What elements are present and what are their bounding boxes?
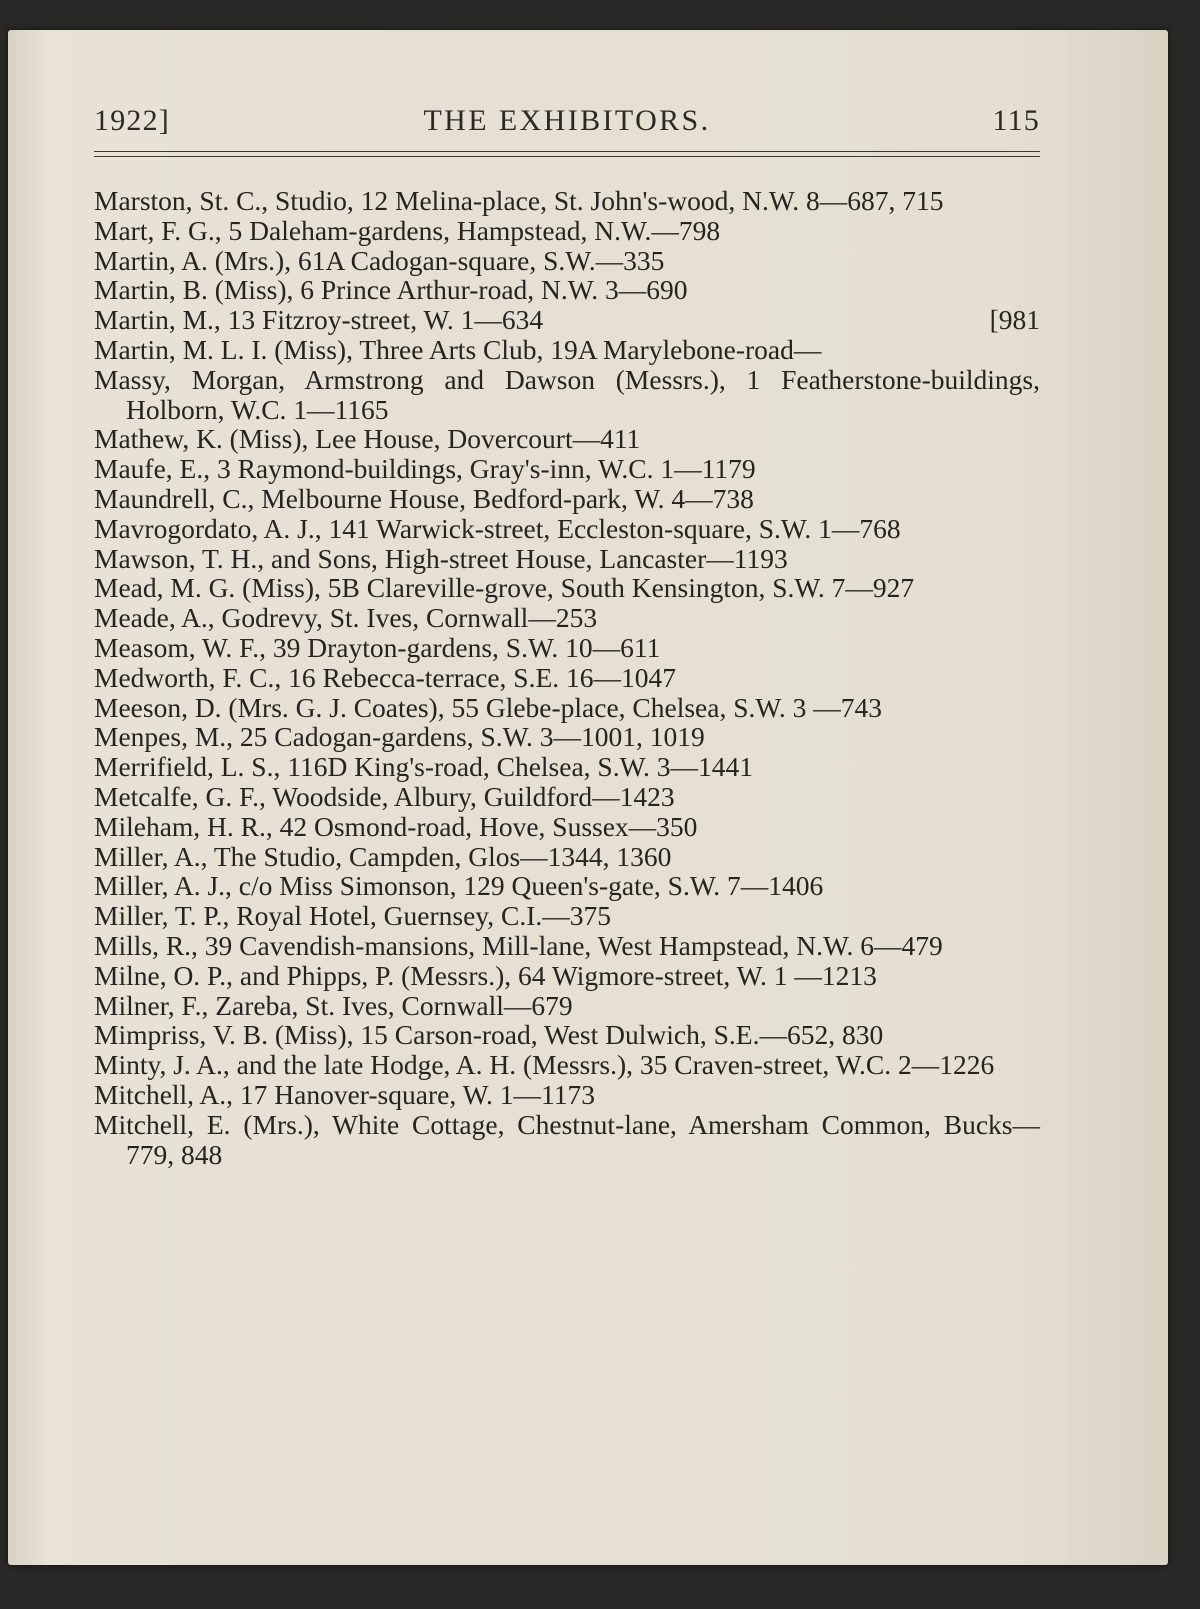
exhibitor-entry	[94, 1020, 1040, 1050]
entry-text: Marston, St. C., Studio, 12 Melina-place, St. John's-wood, N.W. 8—687, 715	[94, 185, 944, 216]
header-year: 1922]	[94, 104, 170, 137]
entry-text: Measom, W. F., 39 Drayton-gardens, S.W. 10—611	[94, 631, 661, 663]
entry-text: Mills, R., 39 Cavendish-mansions, Mill-lane, West Hampstead, N.W. 6—479	[94, 929, 943, 961]
entry-text: Martin, A. (Mrs.), 61A Cadogan-square, S.W.—335	[94, 244, 665, 276]
exhibitor-entry	[94, 484, 1040, 514]
running-header	[94, 104, 1040, 144]
entry-text: Minty, J. A., and the late Hodge, A. H. (Messrs.), 35 Craven-street, W.C. 2—1226	[94, 1049, 995, 1081]
exhibitor-entry	[94, 663, 1040, 693]
entry-text: Mimpriss, V. B. (Miss), 15 Carson-road, West Dulwich, S.E.—652, 830	[94, 1019, 884, 1051]
entry-text: Miller, A. J., c/o Miss Simonson, 129 Queen's-gate, S.W. 7—1406	[94, 870, 824, 902]
entry-text: Massy, Morgan, Armstrong and Dawson (Messrs.), 1 Featherstone-buildings, Holborn, W.C. 1—1165	[94, 363, 1040, 425]
entry-text: Milner, F., Zareba, St. Ives, Cornwall—679	[94, 989, 573, 1021]
exhibitor-entry	[94, 544, 1040, 574]
entry-text: Meade, A., Godrevy, St. Ives, Cornwall—253	[94, 602, 598, 634]
header-rule-top	[94, 151, 1040, 152]
entry-text: Mitchell, E. (Mrs.), White Cottage, Chestnut-lane, Amersham Common, Bucks—779, 848	[94, 1108, 1040, 1170]
entry-text: Maundrell, C., Melbourne House, Bedford-park, W. 4—738	[94, 482, 754, 514]
header-page-number: 115	[992, 104, 1040, 137]
exhibitor-entry	[94, 365, 1040, 425]
header-rule-bottom	[94, 156, 1040, 157]
entry-text: Milne, O. P., and Phipps, P. (Messrs.), 64 Wigmore-street, W. 1 —1213	[94, 959, 877, 991]
exhibitor-entry	[94, 514, 1040, 544]
exhibitor-entry	[94, 931, 1040, 961]
exhibitor-entry	[94, 573, 1040, 603]
entry-text: Mathew, K. (Miss), Lee House, Dovercourt—411	[94, 423, 641, 455]
exhibitor-entry	[94, 812, 1040, 842]
entry-text: Merrifield, L. S., 116D King's-road, Chelsea, S.W. 3—1441	[94, 751, 754, 783]
book-page	[8, 30, 1168, 1565]
entry-text: Martin, M. L. I. (Miss), Three Arts Club, 19A Marylebone-road—	[94, 333, 822, 365]
entry-text: Martin, M., 13 Fitzroy-street, W. 1—634	[94, 304, 544, 336]
exhibitor-entry	[94, 961, 1040, 991]
entry-text: Miller, T. P., Royal Hotel, Guernsey, C.I.—375	[94, 900, 612, 932]
exhibitor-entry	[94, 186, 1040, 216]
exhibitor-entry	[94, 693, 1040, 723]
entry-text: Menpes, M., 25 Cadogan-gardens, S.W. 3—1001, 1019	[94, 721, 705, 753]
exhibitor-entry	[94, 722, 1040, 752]
exhibitor-entry	[94, 275, 1040, 305]
exhibitor-entry	[94, 305, 1040, 335]
header-title: THE EXHIBITORS.	[423, 104, 711, 137]
exhibitor-entry	[94, 1050, 1040, 1080]
exhibitor-list	[94, 186, 1040, 1169]
entry-text: Martin, B. (Miss), 6 Prince Arthur-road, N.W. 3—690	[94, 274, 688, 306]
entry-tail: [981	[989, 304, 1040, 336]
exhibitor-entry	[94, 603, 1040, 633]
entry-text: Meeson, D. (Mrs. G. J. Coates), 55 Glebe-place, Chelsea, S.W. 3 —743	[94, 691, 882, 723]
exhibitor-entry	[94, 1080, 1040, 1110]
entry-text: Mavrogordato, A. J., 141 Warwick-street, Eccleston-square, S.W. 1—768	[94, 512, 901, 544]
exhibitor-entry	[94, 782, 1040, 812]
exhibitor-entry	[94, 216, 1040, 246]
entry-text: Mitchell, A., 17 Hanover-square, W. 1—1173	[94, 1078, 595, 1110]
exhibitor-entry	[94, 1110, 1040, 1170]
entry-text: Mart, F. G., 5 Daleham-gardens, Hampstead, N.W.—798	[94, 214, 721, 246]
exhibitor-entry	[94, 424, 1040, 454]
exhibitor-entry	[94, 633, 1040, 663]
entry-text: Mawson, T. H., and Sons, High-street House, Lancaster—1193	[94, 542, 788, 574]
exhibitor-entry	[94, 454, 1040, 484]
entry-text: Miller, A., The Studio, Campden, Glos—1344, 1360	[94, 840, 672, 872]
exhibitor-entry	[94, 246, 1040, 276]
exhibitor-entry	[94, 991, 1040, 1021]
exhibitor-entry	[94, 871, 1040, 901]
exhibitor-entry	[94, 752, 1040, 782]
entry-text: Metcalfe, G. F., Woodside, Albury, Guildford—1423	[94, 780, 675, 812]
exhibitor-entry	[94, 842, 1040, 872]
entry-text: Mileham, H. R., 42 Osmond-road, Hove, Sussex—350	[94, 810, 698, 842]
entry-text: Maufe, E., 3 Raymond-buildings, Gray's-inn, W.C. 1—1179	[94, 453, 756, 485]
exhibitor-entry	[94, 901, 1040, 931]
entry-text: Mead, M. G. (Miss), 5B Clareville-grove, South Kensington, S.W. 7—927	[94, 572, 915, 604]
entry-text: Medworth, F. C., 16 Rebecca-terrace, S.E. 16—1047	[94, 661, 677, 693]
exhibitor-entry	[94, 335, 1040, 365]
